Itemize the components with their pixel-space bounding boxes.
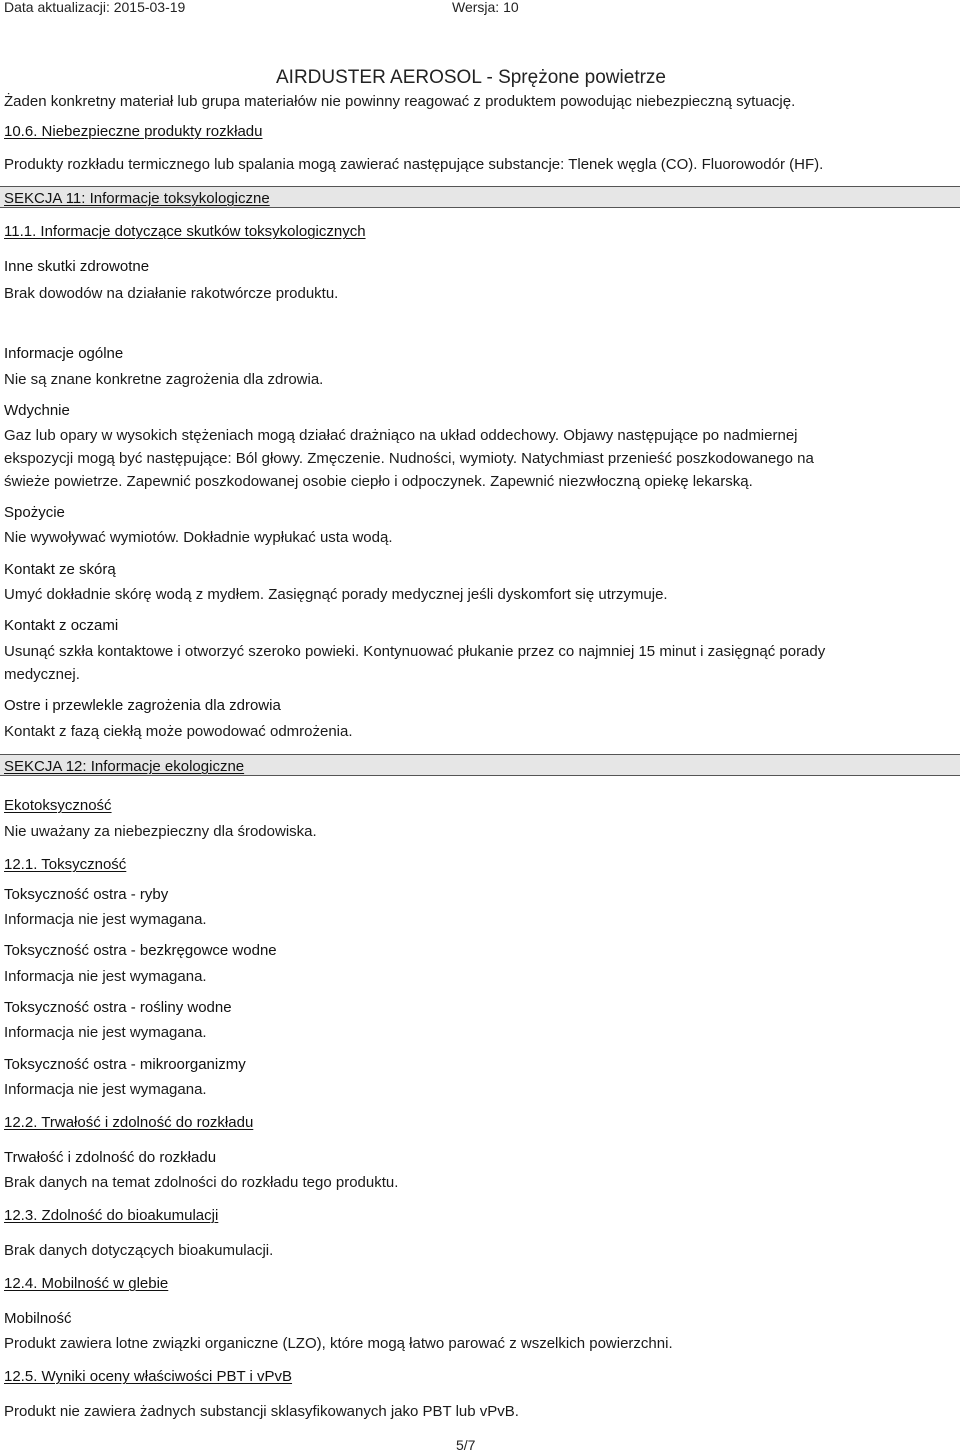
section-12-bar — [0, 754, 960, 776]
document-title: AIRDUSTER AEROSOL - Sprężone powietrze — [276, 67, 666, 88]
revision-date: Data aktualizacji: 2015-03-19 — [4, 0, 186, 15]
inhalation-text-line-2: ekspozycji mogą być następujące: Ból głowy. Zmęczenie. Nudności, wymioty. Natychmiast przenieść poszkodowanego na — [4, 450, 814, 467]
pbt-text: Produkt nie zawiera żadnych substancji sklasyfikowanych jako PBT lub vPvB. — [4, 1403, 519, 1420]
persistence-heading: Trwałość i zdolność do rozkładu — [4, 1149, 217, 1166]
subsection-11-1-heading: 11.1. Informacje dotyczące skutków toksykologicznych — [4, 223, 366, 240]
mobility-text: Produkt zawiera lotne związki organiczne (LZO), które mogą łatwo parować z wszelkich powierzchni. — [4, 1335, 673, 1352]
plants-toxicity-heading: Toksyczność ostra - rośliny wodne — [4, 999, 232, 1016]
fish-toxicity-text: Informacja nie jest wymagana. — [4, 911, 207, 928]
subsection-10-6-text: Produkty rozkładu termicznego lub spalania mogą zawierać następujące substancje: Tlenek węgla (CO). Fluorowodór (HF). — [4, 156, 824, 173]
ingestion-text: Nie wywoływać wymiotów. Dokładnie wypłukać usta wodą. — [4, 529, 393, 546]
subsection-10-6-heading: 10.6. Niebezpieczne produkty rozkładu — [4, 123, 263, 140]
section-12-title: SEKCJA 12: Informacje ekologiczne — [4, 758, 245, 775]
other-effects-heading: Inne skutki zdrowotne — [4, 258, 150, 275]
section-11-bar — [0, 186, 960, 208]
general-info-heading: Informacje ogólne — [4, 345, 124, 362]
fish-toxicity-heading: Toksyczność ostra - ryby — [4, 886, 169, 903]
inhalation-text-line-1: Gaz lub opary w wysokich stężeniach mogą działać drażniąco na układ oddechowy. Objawy następujące po nadmiernej — [4, 427, 798, 444]
inhalation-heading: Wdychnie — [4, 402, 70, 419]
eye-contact-text-line-1: Usunąć szkła kontaktowe i otworzyć szeroko powieki. Kontynuować płukanie przez co najmniej 15 minut i zasięgnąć porady — [4, 643, 826, 660]
invertebrate-toxicity-heading: Toksyczność ostra - bezkręgowce wodne — [4, 942, 277, 959]
general-info-text: Nie są znane konkretne zagrożenia dla zdrowia. — [4, 371, 324, 388]
page-number: 5/7 — [456, 1437, 476, 1453]
section-11-title: SEKCJA 11: Informacje toksykologiczne — [4, 190, 270, 207]
microorganism-toxicity-text: Informacja nie jest wymagana. — [4, 1081, 207, 1098]
eye-contact-text-line-2: medycznej. — [4, 666, 80, 683]
subsection-12-5-heading: 12.5. Wyniki oceny właściwości PBT i vPvB — [4, 1368, 293, 1385]
mobility-heading: Mobilność — [4, 1310, 72, 1327]
invertebrate-toxicity-text: Informacja nie jest wymagana. — [4, 968, 207, 985]
eye-contact-heading: Kontakt z oczami — [4, 617, 119, 634]
plants-toxicity-text: Informacja nie jest wymagana. — [4, 1024, 207, 1041]
subsection-12-3-heading: 12.3. Zdolność do bioakumulacji — [4, 1207, 219, 1224]
subsection-12-1-heading: 12.1. Toksyczność — [4, 856, 127, 873]
subsection-12-4-heading: 12.4. Mobilność w glebie — [4, 1275, 169, 1292]
acute-chronic-heading: Ostre i przewlekle zagrożenia dla zdrowia — [4, 697, 281, 714]
skin-contact-heading: Kontakt ze skórą — [4, 561, 116, 578]
subsection-12-2-heading: 12.2. Trwałość i zdolność do rozkładu — [4, 1114, 254, 1131]
inhalation-text-line-3: świeże powietrze. Zapewnić poszkodowanej osobie ciepło i odpoczynek. Zapewnić niezwłoczną opiekę lekarską. — [4, 473, 753, 490]
ecotoxicity-text: Nie uważany za niebezpieczny dla środowiska. — [4, 823, 317, 840]
ecotoxicity-heading: Ekotoksyczność — [4, 797, 112, 814]
skin-contact-text: Umyć dokładnie skórę wodą z mydłem. Zasięgnąć porady medycznej jeśli dyskomfort się utrzymuje. — [4, 586, 668, 603]
acute-chronic-text: Kontakt z fazą ciekłą może powodować odmrożenia. — [4, 723, 353, 740]
version-label: Wersja: 10 — [452, 0, 519, 15]
ingestion-heading: Spożycie — [4, 504, 65, 521]
bioaccumulation-text: Brak danych dotyczących bioakumulacji. — [4, 1242, 274, 1259]
persistence-text: Brak danych na temat zdolności do rozkładu tego produktu. — [4, 1174, 399, 1191]
intro-text: Żaden konkretny materiał lub grupa materiałów nie powinny reagować z produktem powodując niebezpieczną sytuację. — [4, 93, 796, 110]
microorganism-toxicity-heading: Toksyczność ostra - mikroorganizmy — [4, 1056, 246, 1073]
other-effects-text: Brak dowodów na działanie rakotwórcze produktu. — [4, 285, 339, 302]
